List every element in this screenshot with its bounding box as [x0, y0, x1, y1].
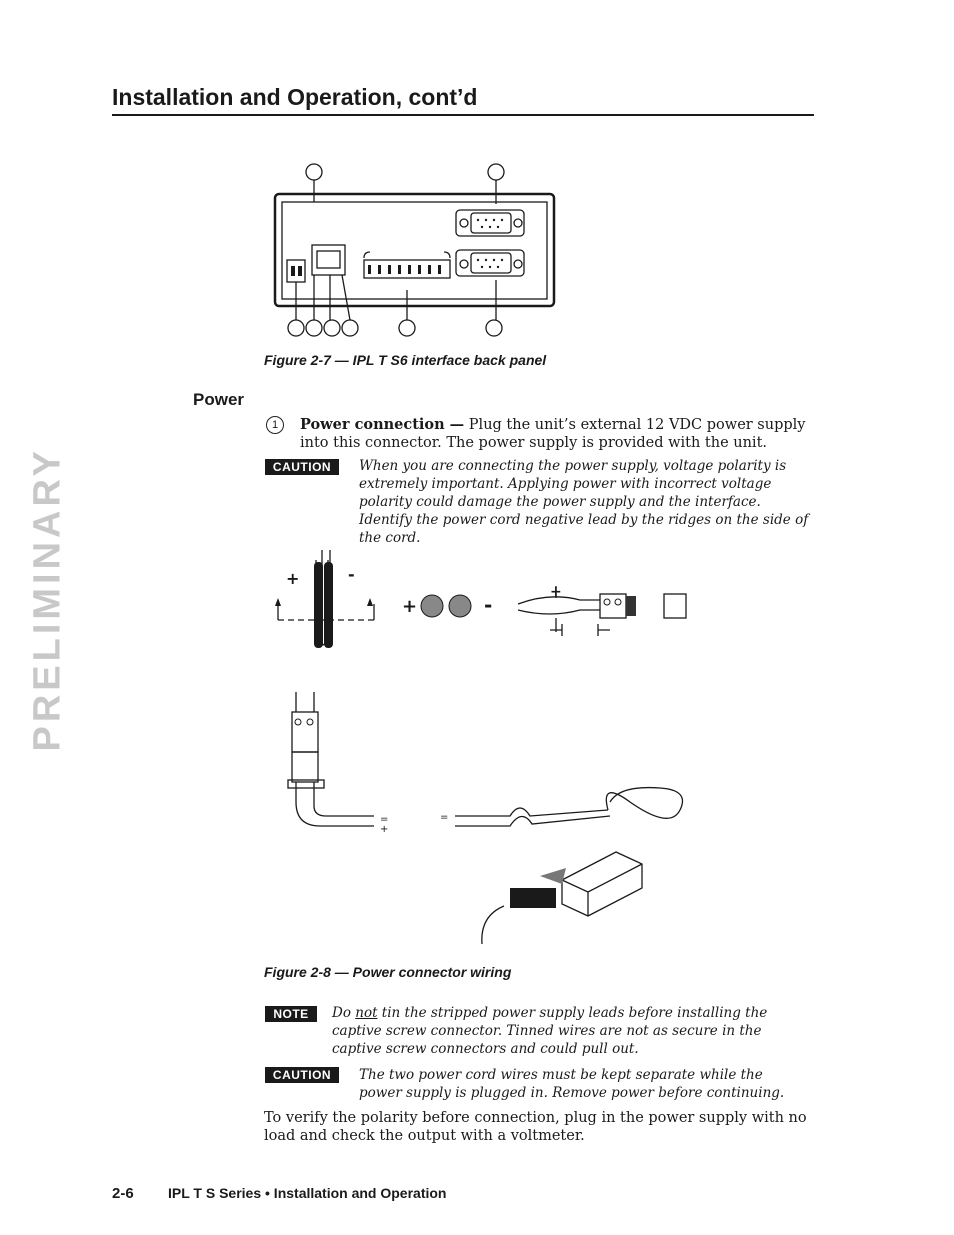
caution-badge-2: CAUTION	[265, 1067, 339, 1083]
svg-text:=: =	[380, 814, 389, 825]
page-title: Installation and Operation, cont’d	[112, 84, 478, 110]
svg-text:+: +	[402, 596, 418, 617]
item-number-badge: 1	[266, 416, 284, 434]
back-panel-diagram	[268, 160, 568, 340]
caution-text-2: The two power cord wires must be kept separate while the power supply is plugged in. Remove power before continuing.	[359, 1067, 785, 1101]
caution-text: When you are connecting the power supply, voltage polarity is extremely important. Applying power with incorrect voltage polarity could damage the power supply and the interface. Identify the power cord negative lead by the ridges on the side of the cord.	[359, 458, 809, 546]
note-text	[332, 1004, 812, 1058]
note-body: tin the stripped power supply leads before installing the captive screw connector. Tinned wires are not as secure in the captive screw connectors and could pull out.	[332, 1005, 768, 1057]
minus-sign-1: -	[348, 565, 355, 584]
power-heading: Power	[193, 390, 245, 409]
power-connection-paragraph	[300, 416, 814, 452]
svg-text:-: -	[484, 593, 493, 617]
verify-paragraph: To verify the polarity before connection, plug in the power supply with no load and check the output with a voltmeter.	[264, 1110, 807, 1144]
power-connector-wiring-diagram	[270, 540, 700, 950]
figure-2-7-caption: Figure 2-7 — IPL T S6 interface back panel	[264, 352, 547, 368]
preliminary-watermark: PRELIMINARY	[26, 447, 69, 752]
power-connection-label: Power connection —	[300, 416, 465, 433]
figure-2-8-caption: Figure 2-8 — Power connector wiring	[264, 964, 512, 980]
note-emphasis: not	[355, 1005, 378, 1021]
title-rule	[112, 114, 814, 116]
footer-page-number: 2-6	[112, 1185, 134, 1202]
svg-text:+: +	[550, 584, 562, 600]
caution-badge: CAUTION	[265, 459, 339, 475]
note-badge: NOTE	[265, 1006, 317, 1022]
footer-title: IPL T S Series • Installation and Operation	[168, 1185, 447, 1201]
power-connection-text: Plug the unit’s external 12 VDC power supply into this connector. The power supply is provided with the unit.	[300, 417, 806, 451]
plus-sign-1: +	[286, 569, 300, 588]
note-prefix: Do	[332, 1005, 351, 1021]
svg-text:+: +	[380, 824, 389, 835]
svg-text:=: =	[440, 812, 449, 823]
